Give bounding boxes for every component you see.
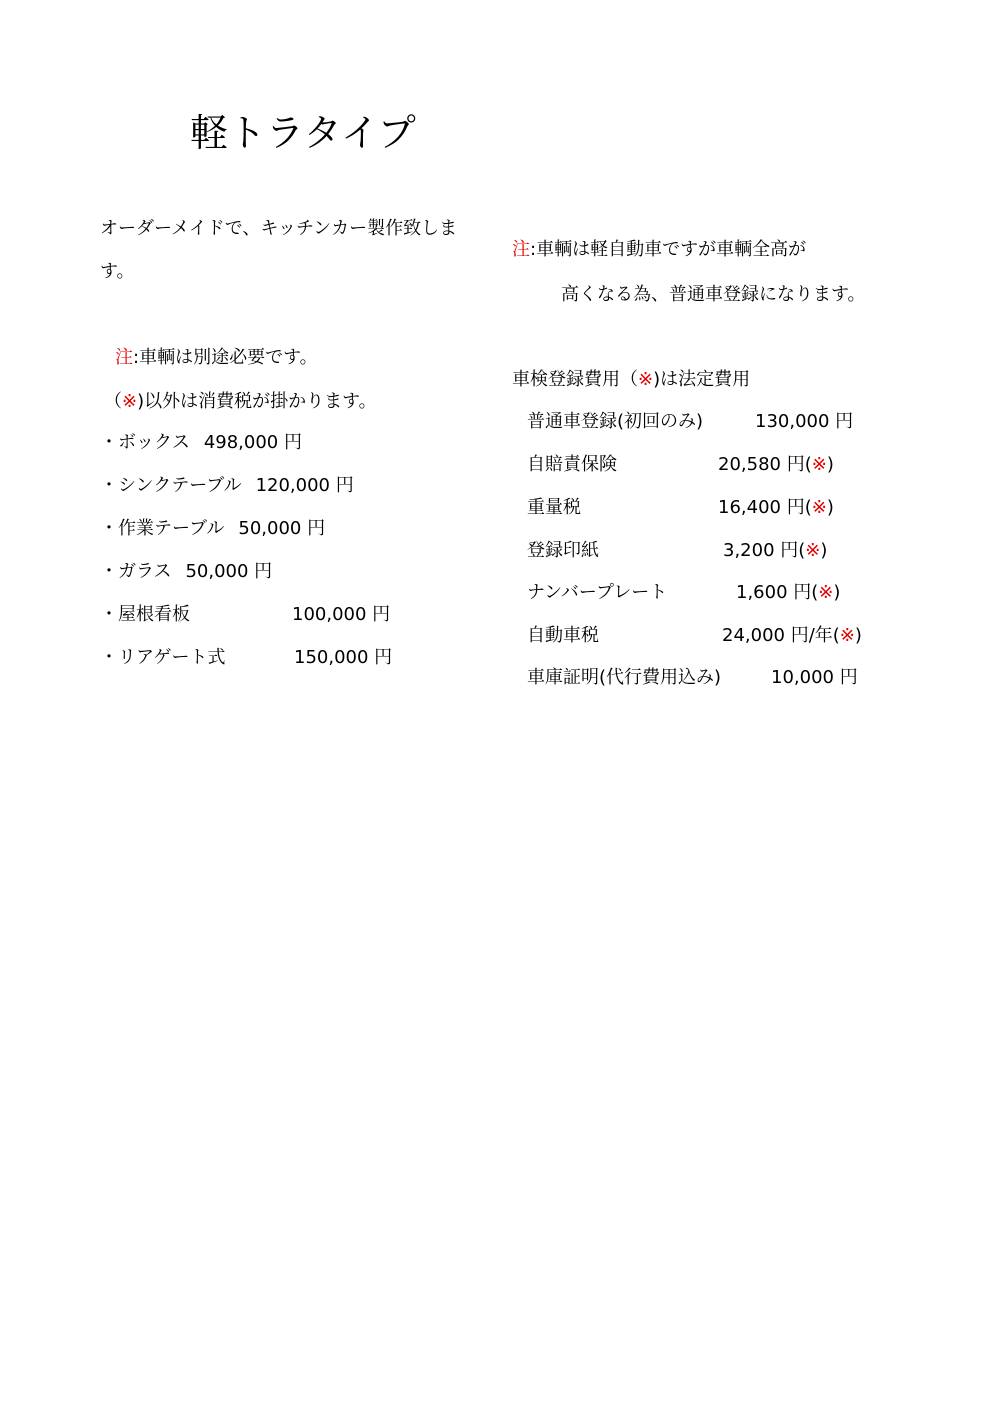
fee-price-value: 1,600 円(	[736, 582, 819, 603]
fees-heading	[512, 367, 750, 393]
fee-row-name: 普通車登録(初回のみ)	[527, 411, 704, 432]
registration-note-line-2: 高くなる為、普通車登録になります。	[561, 284, 866, 305]
intro-line-1: オーダーメイドで、キッチンカー製作致しま	[100, 218, 458, 239]
item-price: 50,000 円	[185, 561, 273, 582]
fee-row-name: 自賠責保険	[527, 454, 617, 475]
note-text: :車輌は別途必要です。	[133, 347, 318, 368]
fee-price-close: )	[833, 582, 841, 603]
note-label: 注	[115, 347, 133, 368]
list-item	[100, 473, 354, 499]
legal-fee-mark: ※	[811, 497, 827, 518]
fee-price-close: )	[826, 497, 834, 518]
tax-note	[104, 389, 377, 415]
legal-fee-mark: ※	[811, 454, 827, 475]
item-price: 150,000 円	[294, 647, 393, 668]
page-title: 軽トラタイプ	[190, 111, 416, 155]
legal-fee-mark: ※	[818, 582, 834, 603]
fees-heading-text: 車検登録費用（	[512, 369, 638, 390]
fee-row-name: 登録印紙	[527, 540, 599, 561]
tax-note-mark: ※	[122, 391, 138, 412]
fees-heading-suffix: )は法定費用	[653, 369, 751, 390]
fee-row-price: 10,000 円	[771, 667, 858, 688]
item-name: ・ガラス	[100, 561, 172, 582]
tax-note-open: （	[104, 391, 122, 412]
fee-row-price	[718, 495, 834, 521]
intro-line-2: す。	[100, 261, 135, 282]
fee-row-price	[722, 623, 862, 649]
item-price: 120,000 円	[255, 475, 354, 496]
list-item	[100, 602, 190, 628]
fee-price-close: )	[826, 454, 834, 475]
fee-row-name: 重量税	[527, 497, 581, 518]
fee-price-close: )	[820, 540, 828, 561]
legal-fee-mark: ※	[839, 625, 855, 646]
fee-row-price	[723, 538, 827, 564]
fee-price-value: 24,000 円/年(	[722, 625, 840, 646]
item-name: ・作業テーブル	[100, 518, 225, 539]
fee-price-value: 3,200 円(	[723, 540, 806, 561]
fee-price-close: )	[854, 625, 862, 646]
list-item	[100, 430, 302, 456]
fee-row-price	[718, 452, 834, 478]
item-price: 498,000 円	[203, 432, 302, 453]
fee-price-value: 16,400 円(	[718, 497, 812, 518]
list-item	[100, 645, 225, 671]
fee-row-name: 自動車税	[527, 625, 599, 646]
tax-note-text: )以外は消費税が掛かります。	[137, 391, 377, 412]
fee-row-price	[736, 580, 840, 606]
fees-heading-mark: ※	[638, 369, 654, 390]
fee-row-name: 車庫証明(代行費用込み)	[527, 667, 722, 688]
list-item	[100, 516, 325, 542]
item-name: ・リアゲート式	[100, 647, 226, 668]
registration-note-line-1	[512, 237, 806, 263]
item-price: 50,000 円	[238, 518, 326, 539]
note-text: :車輌は軽自動車ですが車輌全高が	[530, 239, 807, 260]
note-label: 注	[512, 239, 530, 260]
fee-row-price: 130,000 円	[755, 411, 854, 432]
item-price: 100,000 円	[292, 604, 391, 625]
item-name: ・シンクテーブル	[100, 475, 242, 496]
legal-fee-mark: ※	[805, 540, 821, 561]
item-name: ・ボックス	[100, 432, 190, 453]
list-item	[100, 559, 272, 585]
fee-price-value: 20,580 円(	[718, 454, 812, 475]
vehicle-note	[115, 345, 318, 371]
fee-row-name: ナンバープレート	[527, 582, 668, 603]
item-name: ・屋根看板	[100, 604, 190, 625]
